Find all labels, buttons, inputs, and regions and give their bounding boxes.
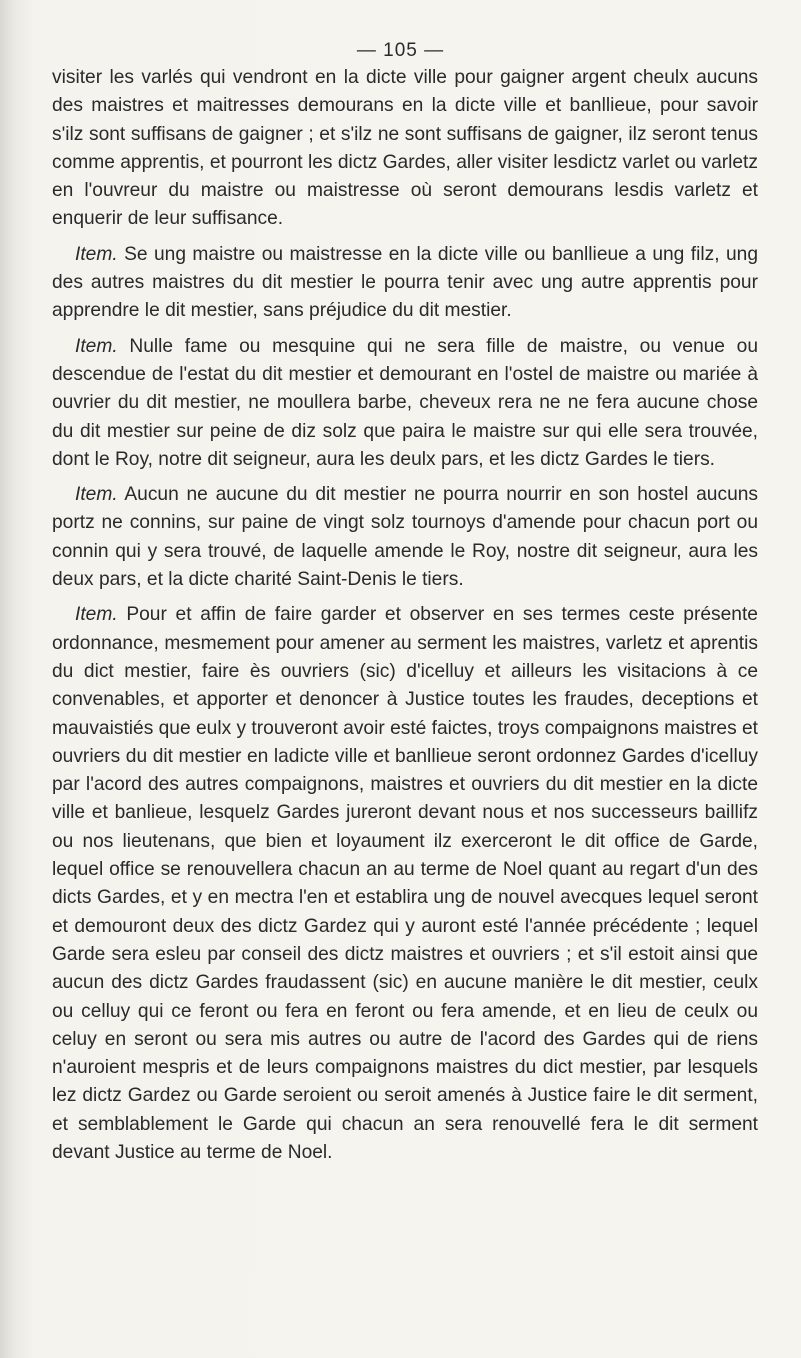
paragraph-text: Se ung maistre ou maistresse en la dicte ville ou banllieue a ung filz, ung des autres maistres du dit mestier le pourra tenir avec ung autre apprentis pour apprendre le dit mestier, sans préjudice du dit mestier. xyxy=(52,243,758,322)
paragraph-item-gardes xyxy=(52,601,758,1167)
paragraph-item-women xyxy=(52,333,758,474)
paragraph-text: visiter les varlés qui vendront en la dicte ville pour gaigner argent cheulx aucuns des maistres et maitresses demourans en la dicte ville et banllieue, pour savoir s'ilz sont suffisans de gaigner ; et s'ilz ne sont suffisans de gaigner, ilz seront tenus comme apprentis, et pourront les dictz Gardes, aller visiter lesdictz varlet ou varletz en l'ouvreur du maistre ou maistresse où seront demourans lesdis varletz et enquerir de leur suffisance. xyxy=(52,67,758,230)
paragraph-continuation xyxy=(52,64,758,234)
item-label: Item. xyxy=(75,243,118,265)
paragraph-item-animals xyxy=(52,481,758,594)
item-label: Item. xyxy=(75,335,118,357)
paragraph-item-son xyxy=(52,241,758,326)
paragraph-text: Nulle fame ou mesquine qui ne sera fille de maistre, ou venue ou descendue de l'estat du dit mestier et demourant en l'ostel de maistre ou mariée à ouvrier du dit mestier, ne moullera barbe, cheveux rera ne ne fera aucune chose du dit mestier sur peine de diz solz que paira le maistre sur qui elle sera trouvée, dont le Roy, notre dit seigneur, aura les deulx pars, et les dictz Gardes le tiers. xyxy=(52,335,758,470)
item-label: Item. xyxy=(75,604,118,626)
paragraph-text: Aucun ne aucune du dit mestier ne pourra nourrir en son hostel aucuns portz ne connins, sur paine de vingt solz tournoys d'amende pour chacun port ou connin qui y sera trouvé, de laquelle amende le Roy, nostre dit seigneur, aura les deux pars, et la dicte charité Saint-Denis le tiers. xyxy=(52,484,758,591)
paragraph-text: Pour et affin de faire garder et observer en ses termes ceste présente ordonnance, mesmement pour amener au serment les maistres, varletz et aprentis du dict mestier, faire ès ouvriers (sic) d'icelluy et ailleurs les visitacions à ce convenables, et apporter et denoncer à Justice toutes les fraudes, deceptions et mauvaistiés que eulx y trouveront avoir esté faictes, troys compaignons maistres et ouvriers du dit mestier en ladicte ville et banllieue seront ordonnez Gardes d'icelluy par l'acord des autres compaignons, maistres et ouvriers du dit mestier en la dicte ville et banlieue, lesquelz Gardes jureront devant nous et nos successeurs baillifz ou nos lieutenans, que bien et loyaument ilz exerceront le dit office de Garde, lequel office se renouvellera chacun an au terme de Noel quant au regart d'un des dicts Gardes, et y en mectra l'en et establira ung de nouvel avecques lequel seront et demouront deux des dictz Gardez qui y auront esté l'année précédente ; lequel Garde sera esleu par conseil des dictz maistres et ouvriers ; et s'il estoit ainsi que aucun des dictz Gardes fraudassent (sic) en aucune manière le dit mestier, ceulx ou celluy qui ce feront ou fera en feront ou fera amende, et en lieu de ceulx ou celuy en seront ou sera mis autres ou autre de l'acord des Gardes qui de riens n'auroient mespris et de leurs compaignons maistres du dict mestier, par lesquels lez dictz Gardez ou Garde seroient ou seroit amenés à Justice faire le dit serment, et semblablement le Garde qui chacun an sera renouvellé fera le dit serment devant Justice au terme de Noel. xyxy=(52,604,758,1163)
page-number: — 105 — xyxy=(356,40,445,61)
body-text xyxy=(52,64,758,1174)
item-label: Item. xyxy=(75,484,118,506)
